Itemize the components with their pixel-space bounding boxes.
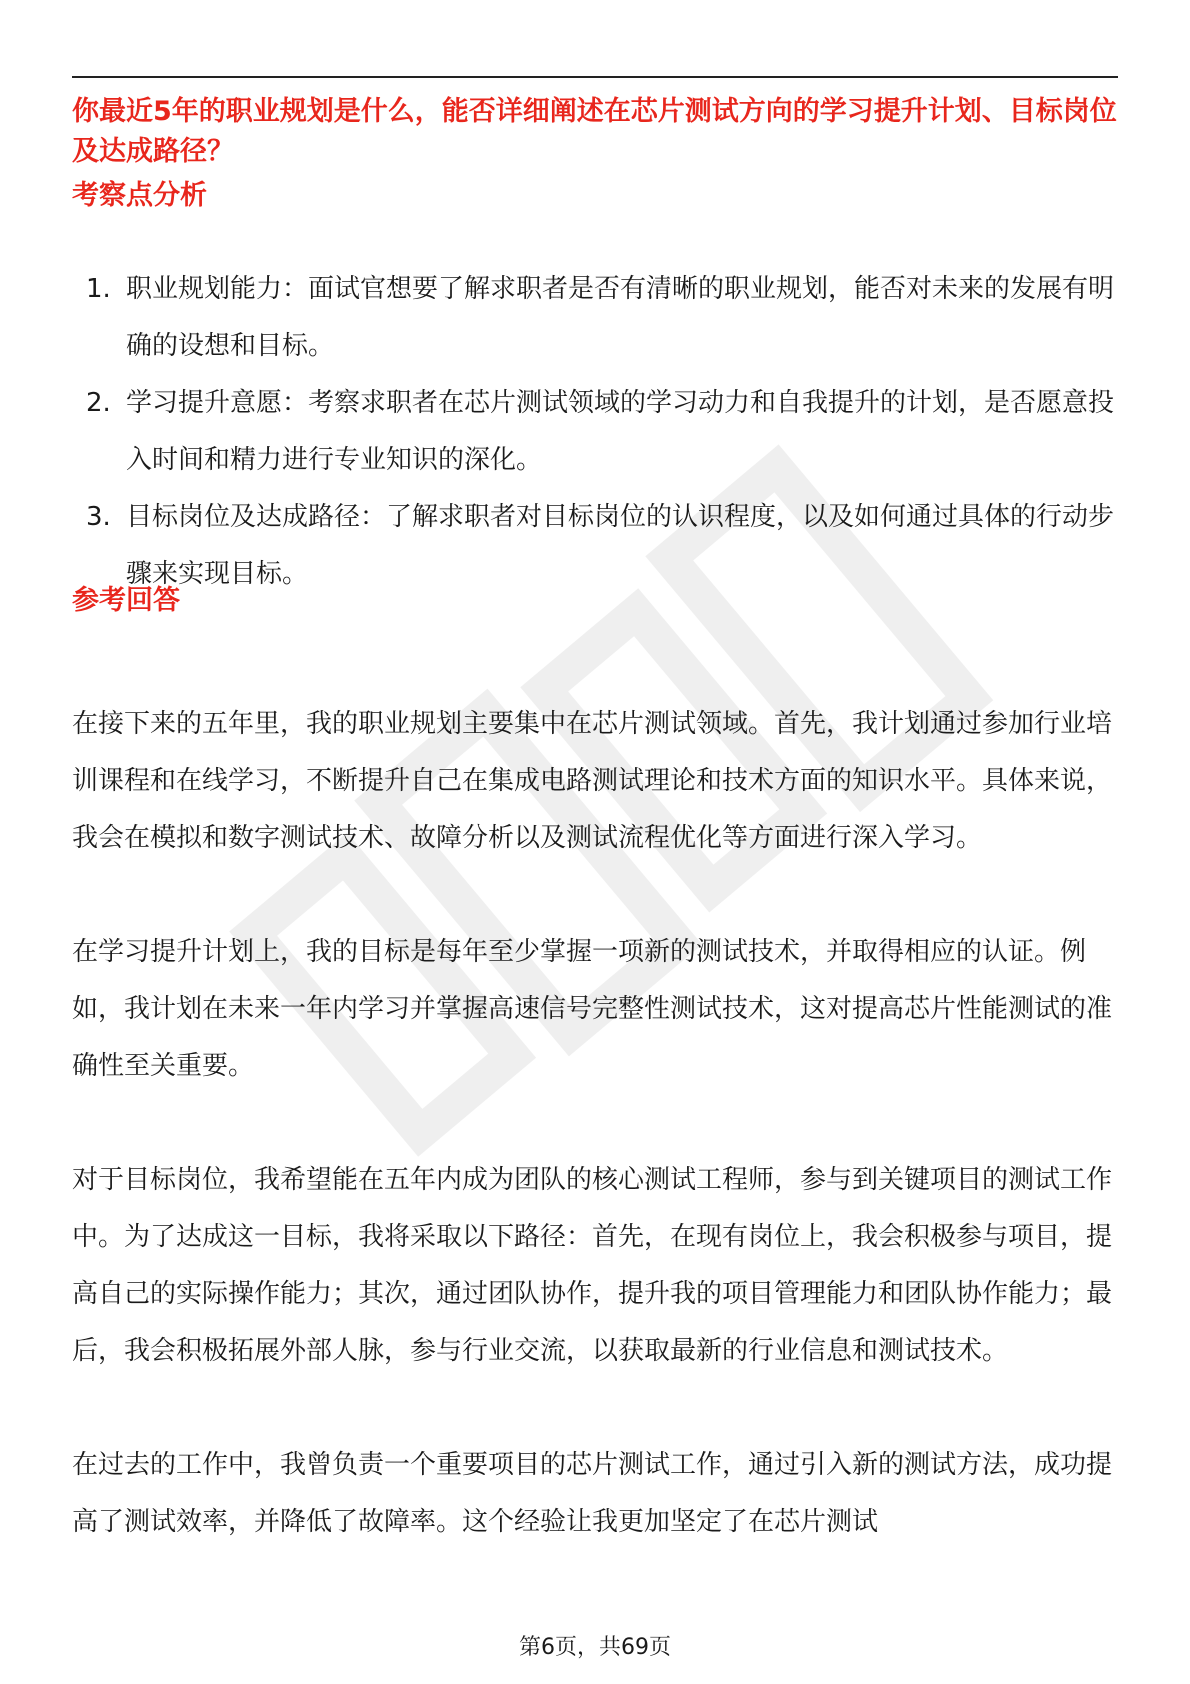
analysis-item-number: 1. bbox=[86, 274, 111, 304]
page-number: 第6页，共69页 bbox=[519, 1635, 671, 1660]
analysis-heading: 考察点分析 bbox=[72, 180, 207, 211]
answer-paragraph: 在接下来的五年里，我的职业规划主要集中在芯片测试领域。首先，我计划通过参加行业培训课程和在线学习，不断提升自己在集成电路测试理论和技术方面的知识水平。具体来说，我会在模拟和数字测试技术、故障分析以及测试流程优化等方面进行深入学习。 bbox=[72, 709, 1113, 853]
analysis-item-number: 3. bbox=[86, 502, 111, 532]
analysis-list bbox=[72, 261, 1118, 603]
top-divider bbox=[72, 76, 1118, 78]
analysis-item bbox=[72, 261, 1118, 375]
question-title: 你最近5年的职业规划是什么，能否详细阐述在芯片测试方向的学习提升计划、目标岗位及达成路径？ bbox=[72, 96, 1117, 167]
answer-body bbox=[72, 696, 1118, 1608]
analysis-item-number: 2. bbox=[86, 388, 111, 418]
analysis-item-text: 目标岗位及达成路径：了解求职者对目标岗位的认识程度，以及如何通过具体的行动步骤来实现目标。 bbox=[126, 502, 1115, 589]
analysis-item bbox=[72, 375, 1118, 489]
answer-paragraph: 在学习提升计划上，我的目标是每年至少掌握一项新的测试技术，并取得相应的认证。例如，我计划在未来一年内学习并掌握高速信号完整性测试技术，这对提高芯片性能测试的准确性至关重要。 bbox=[72, 937, 1113, 1081]
analysis-item-text: 学习提升意愿：考察求职者在芯片测试领域的学习动力和自我提升的计划，是否愿意投入时间和精力进行专业知识的深化。 bbox=[126, 388, 1115, 475]
answer-paragraph: 在过去的工作中，我曾负责一个重要项目的芯片测试工作，通过引入新的测试方法，成功提高了测试效率，并降低了故障率。这个经验让我更加坚定了在芯片测试 bbox=[72, 1450, 1113, 1537]
analysis-item-text: 职业规划能力：面试官想要了解求职者是否有清晰的职业规划，能否对未来的发展有明确的设想和目标。 bbox=[126, 274, 1115, 361]
analysis-item bbox=[72, 489, 1118, 603]
answer-paragraph: 对于目标岗位，我希望能在五年内成为团队的核心测试工程师，参与到关键项目的测试工作中。为了达成这一目标，我将采取以下路径：首先，在现有岗位上，我会积极参与项目，提高自己的实际操作能力；其次，通过团队协作，提升我的项目管理能力和团队协作能力；最后，我会积极拓展外部人脉，参与行业交流，以获取最新的行业信息和测试技术。 bbox=[72, 1165, 1113, 1366]
answer-heading: 参考回答 bbox=[72, 585, 180, 616]
